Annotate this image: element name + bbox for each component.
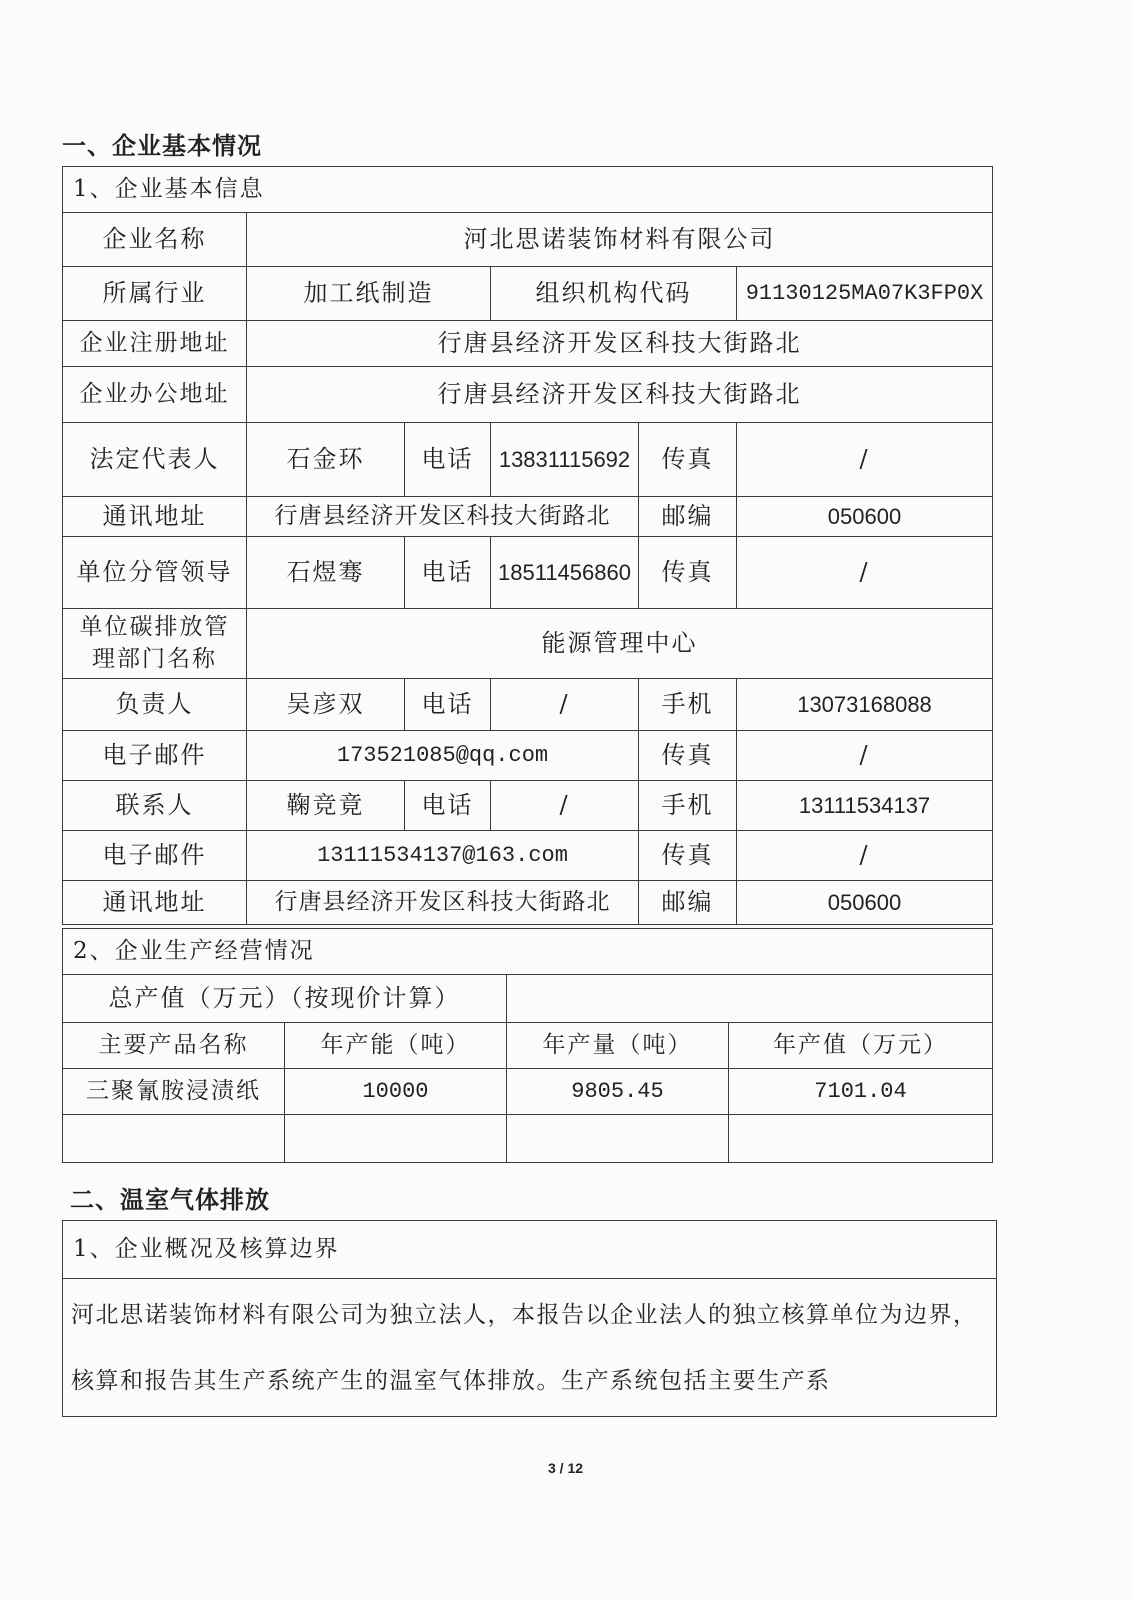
- contact-postcode-label: 邮编: [639, 881, 737, 925]
- legal-rep-label: 法定代表人: [63, 423, 247, 497]
- col-output-header: 年产量（吨）: [507, 1023, 729, 1069]
- manager-email-label: 电子邮件: [63, 731, 247, 781]
- col-product-header: 主要产品名称: [63, 1023, 285, 1069]
- product-output: [507, 1115, 729, 1163]
- leader-phone: 18511456860: [491, 537, 639, 609]
- reg-address-label: 企业注册地址: [63, 321, 247, 367]
- manager-label: 负责人: [63, 679, 247, 731]
- emissions-header: 1、企业概况及核算边界: [63, 1221, 997, 1279]
- office-address-label: 企业办公地址: [63, 367, 247, 423]
- total-value: [507, 975, 993, 1023]
- contact-label: 联系人: [63, 781, 247, 831]
- product-capacity: 10000: [285, 1069, 507, 1115]
- emissions-table: [62, 1220, 997, 1417]
- page-number: 3 / 12: [547, 1460, 584, 1476]
- leader: 石煜骞: [247, 537, 405, 609]
- contact-mail-address: 行唐县经济开发区科技大街路北: [247, 881, 639, 925]
- manager-email: 173521085@qq.com: [247, 731, 639, 781]
- contact-mobile: 13111534137: [737, 781, 993, 831]
- contact-mobile-label: 手机: [639, 781, 737, 831]
- mail-address: 行唐县经济开发区科技大街路北: [247, 497, 639, 537]
- contact-phone-label: 电话: [405, 781, 491, 831]
- contact-email-label: 电子邮件: [63, 831, 247, 881]
- emissions-paragraph: 河北思诺装饰材料有限公司为独立法人，本报告以企业法人的独立核算单位为边界，核算和报告其生产系统产生的温室气体排放。生产系统包括主要生产系: [63, 1279, 997, 1417]
- company-name-label: 企业名称: [63, 213, 247, 267]
- contact-email: 13111534137@163.com: [247, 831, 639, 881]
- product-name: [63, 1115, 285, 1163]
- legal-rep-phone: 13831115692: [491, 423, 639, 497]
- contact-fax: /: [737, 831, 993, 881]
- manager-mobile: 13073168088: [737, 679, 993, 731]
- table-row: [63, 1115, 993, 1163]
- manager-fax: /: [737, 731, 993, 781]
- manager-phone: /: [491, 679, 639, 731]
- leader-phone-label: 电话: [405, 537, 491, 609]
- company-name: 河北思诺装饰材料有限公司: [247, 213, 993, 267]
- industry: 加工纸制造: [247, 267, 491, 321]
- leader-fax-label: 传真: [639, 537, 737, 609]
- col-value-header: 年产值（万元）: [729, 1023, 993, 1069]
- leader-fax: /: [737, 537, 993, 609]
- col-capacity-header: 年产能（吨）: [285, 1023, 507, 1069]
- product-value: [729, 1115, 993, 1163]
- dept-label: 单位碳排放管理部门名称: [63, 609, 247, 679]
- legal-rep-fax-label: 传真: [639, 423, 737, 497]
- product-value: 7101.04: [729, 1069, 993, 1115]
- legal-rep-fax: /: [737, 423, 993, 497]
- legal-rep: 石金环: [247, 423, 405, 497]
- contact-postcode: 050600: [737, 881, 993, 925]
- manager: 吴彦双: [247, 679, 405, 731]
- contact-fax-label: 传真: [639, 831, 737, 881]
- product-name: 三聚氰胺浸渍纸: [63, 1069, 285, 1115]
- total-value-label: 总产值（万元）（按现价计算）: [63, 975, 507, 1023]
- mail-address-label: 通讯地址: [63, 497, 247, 537]
- industry-label: 所属行业: [63, 267, 247, 321]
- table-row: [63, 1069, 993, 1115]
- product-output: 9805.45: [507, 1069, 729, 1115]
- manager-mobile-label: 手机: [639, 679, 737, 731]
- contact: 鞠竞竟: [247, 781, 405, 831]
- postcode-label: 邮编: [639, 497, 737, 537]
- production-table: [62, 928, 993, 1163]
- section2-title: 二、温室气体排放: [70, 1185, 270, 1214]
- manager-phone-label: 电话: [405, 679, 491, 731]
- reg-address: 行唐县经济开发区科技大街路北: [247, 321, 993, 367]
- org-code-label: 组织机构代码: [491, 267, 737, 321]
- section1-title: 一、企业基本情况: [62, 131, 262, 160]
- postcode: 050600: [737, 497, 993, 537]
- legal-rep-phone-label: 电话: [405, 423, 491, 497]
- product-capacity: [285, 1115, 507, 1163]
- basic-info-header: 1、企业基本信息: [63, 167, 993, 213]
- leader-label: 单位分管领导: [63, 537, 247, 609]
- dept: 能源管理中心: [247, 609, 993, 679]
- office-address: 行唐县经济开发区科技大街路北: [247, 367, 993, 423]
- basic-info-table: [62, 166, 993, 925]
- manager-fax-label: 传真: [639, 731, 737, 781]
- production-header: 2、企业生产经营情况: [63, 929, 993, 975]
- contact-phone: /: [491, 781, 639, 831]
- org-code: 91130125MA07K3FP0X: [737, 267, 993, 321]
- contact-mail-address-label: 通讯地址: [63, 881, 247, 925]
